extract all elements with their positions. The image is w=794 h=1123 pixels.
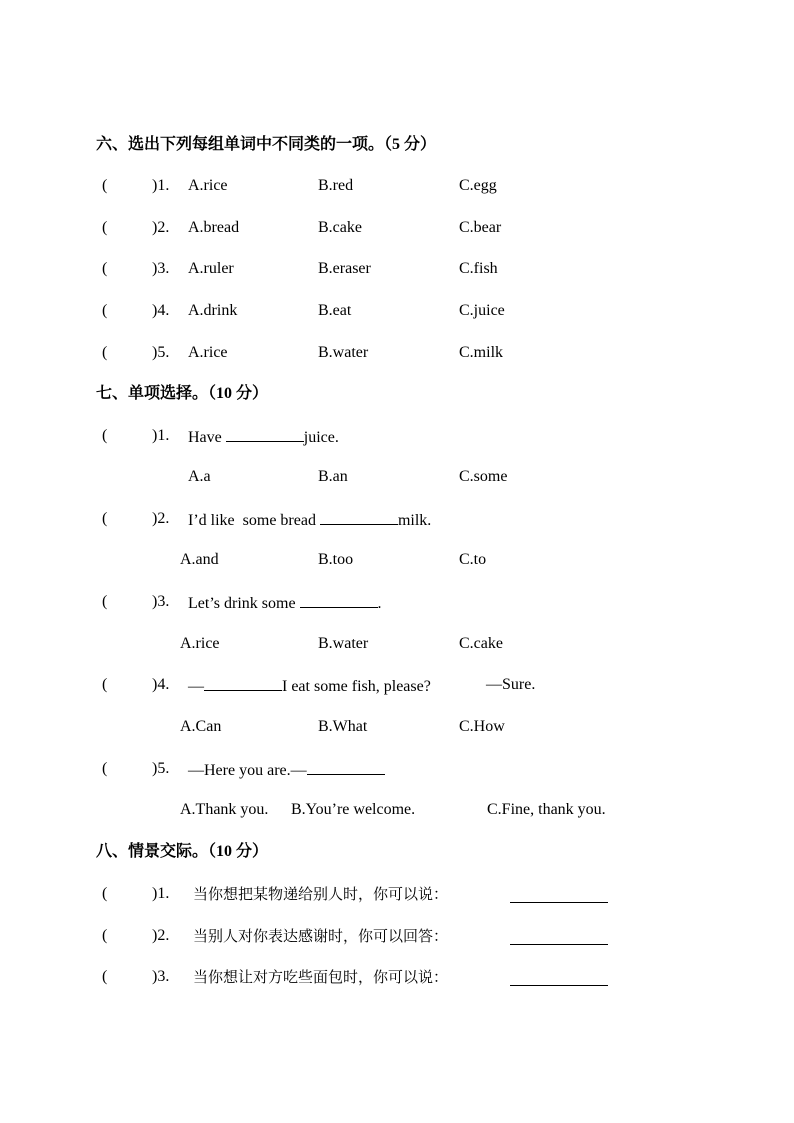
reply-text: —Sure. [486, 676, 536, 693]
answer-blank[interactable] [204, 675, 282, 691]
option-c: C.fish [459, 260, 498, 277]
answer-paren[interactable]: ( [102, 927, 108, 944]
option-b: B.red [318, 177, 354, 194]
answer-paren[interactable]: ( [102, 676, 108, 693]
option-a: A.and [180, 551, 219, 568]
option-c: C.to [459, 551, 487, 568]
section-8-title: 八、情景交际。（10 分） [96, 843, 269, 860]
option-b: B.What [318, 718, 368, 735]
answer-blank[interactable] [320, 509, 398, 525]
question-stem: Have juice. [188, 426, 339, 448]
question-stem: 当你想让对方吃些面包时，你可以说： [193, 968, 449, 986]
question-number: )2. [152, 219, 170, 236]
answer-blank[interactable] [510, 970, 608, 986]
question-number: )2. [152, 510, 170, 527]
option-a: A.a [188, 468, 211, 485]
question-number: )3. [152, 968, 170, 985]
option-c: C.milk [459, 344, 504, 361]
answer-paren[interactable]: ( [102, 344, 108, 361]
option-c: C.egg [459, 177, 497, 194]
question-number: )4. [152, 302, 170, 319]
option-b: B.an [318, 468, 348, 485]
question-stem: Let’s drink some . [188, 592, 382, 614]
answer-paren[interactable]: ( [102, 885, 108, 902]
answer-paren[interactable]: ( [102, 427, 108, 444]
question-number: )2. [152, 927, 170, 944]
answer-paren[interactable]: ( [102, 760, 108, 777]
question-number: )1. [152, 177, 170, 194]
answer-blank[interactable] [300, 592, 378, 608]
option-a: A.Can [180, 718, 222, 735]
answer-paren[interactable]: ( [102, 968, 108, 985]
question-stem: 当你想把某物递给别人时，你可以说： [193, 885, 449, 903]
question-stem: — I eat some fish, please? [188, 675, 431, 697]
option-c: C.juice [459, 302, 505, 319]
question-stem: I’d like some bread milk. [188, 509, 431, 531]
answer-blank[interactable] [510, 887, 608, 903]
question-number: )3. [152, 260, 170, 277]
option-b: B.eraser [318, 260, 371, 277]
option-c: C.How [459, 718, 505, 735]
option-a: A.drink [188, 302, 238, 319]
answer-blank[interactable] [510, 929, 608, 945]
answer-paren[interactable]: ( [102, 510, 108, 527]
answer-paren[interactable]: ( [102, 219, 108, 236]
section-6-title: 六、选出下列每组单词中不同类的一项。（5 分） [96, 136, 437, 153]
answer-paren[interactable]: ( [102, 260, 108, 277]
section-7-title: 七、单项选择。（10 分） [96, 385, 269, 402]
option-a: A.rice [188, 344, 228, 361]
option-c: C.Fine, thank you. [487, 801, 606, 818]
question-stem: —Here you are.— [188, 759, 385, 781]
option-b: B.too [318, 551, 354, 568]
answer-blank[interactable] [307, 759, 385, 775]
answer-paren[interactable]: ( [102, 593, 108, 610]
option-a: A.rice [180, 635, 220, 652]
option-b: B.cake [318, 219, 362, 236]
option-c: C.cake [459, 635, 503, 652]
option-c: C.bear [459, 219, 502, 236]
option-a: A.ruler [188, 260, 234, 277]
option-a: A.bread [188, 219, 240, 236]
answer-blank[interactable] [226, 426, 304, 442]
question-number: )3. [152, 593, 170, 610]
option-b: B.eat [318, 302, 352, 319]
question-number: )5. [152, 760, 170, 777]
question-stem: 当别人对你表达感谢时，你可以回答： [193, 927, 449, 945]
option-a: A.rice [188, 177, 228, 194]
question-number: )4. [152, 676, 170, 693]
question-number: )5. [152, 344, 170, 361]
option-b: B.water [318, 635, 369, 652]
answer-paren[interactable]: ( [102, 302, 108, 319]
option-a: A.Thank you. [180, 801, 269, 818]
question-number: )1. [152, 885, 170, 902]
option-b: B.water [318, 344, 369, 361]
option-b: B.You’re welcome. [291, 801, 416, 818]
question-number: )1. [152, 427, 170, 444]
option-c: C.some [459, 468, 508, 485]
answer-paren[interactable]: ( [102, 177, 108, 194]
